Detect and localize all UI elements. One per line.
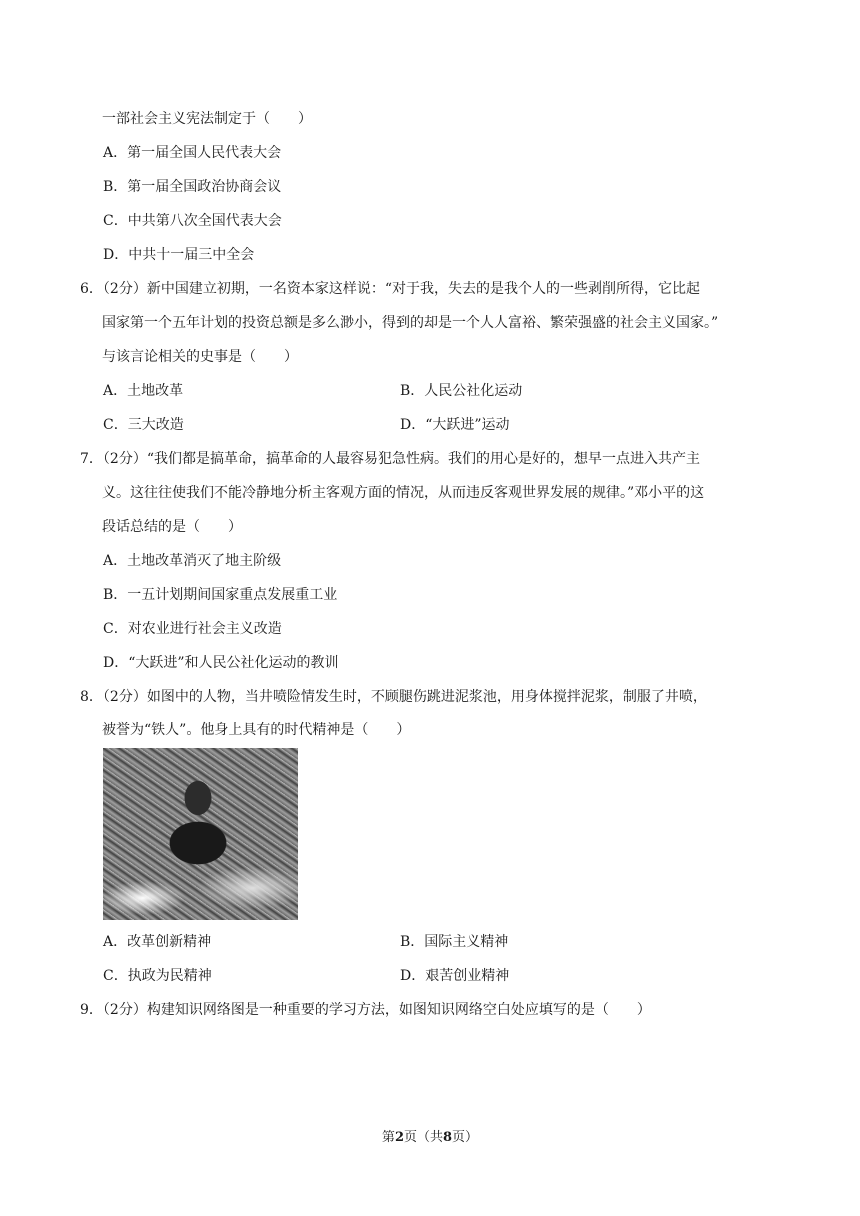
q8-option-a: A．改革创新精神: [103, 934, 212, 950]
q8-number: 8．（2分）: [80, 689, 147, 705]
q7-number: 7．（2分）: [80, 451, 147, 467]
q6-option-b: B．人民公社化运动: [400, 383, 523, 399]
footer-page-number: 2: [394, 1130, 404, 1145]
q8-text-1: 如图中的人物，当井喷险情发生时，不顾腿伤跳进泥浆池，用身体搅拌泥浆，制服了井喷，: [146, 689, 707, 705]
q6-option-c: C．三大改造: [103, 417, 184, 433]
q9-text-1: 构建知识网络图是一种重要的学习方法，如图知识网络空白处应填写的是（ ）: [146, 1002, 651, 1018]
footer-suffix: 页）: [452, 1130, 479, 1145]
q7-stem-line3: 段话总结的是（ ）: [102, 519, 242, 535]
footer-prefix: 第: [381, 1130, 395, 1145]
footer-middle: 页（共: [403, 1130, 443, 1145]
q8-stem-line1: [80, 687, 707, 707]
q6-option-a: A．土地改革: [103, 383, 184, 399]
q5-stem: 一部社会主义宪法制定于（ ）: [102, 111, 312, 127]
q8-option-c: C．执政为民精神: [103, 968, 212, 984]
q7-option-a: A．土地改革消灭了地主阶级: [103, 553, 282, 569]
q7-text-1: “我们都是搞革命，搞革命的人最容易犯急性病。我们的用心是好的，想早一点进入共产主: [146, 451, 700, 467]
q5-option-a: A．第一届全国人民代表大会: [103, 145, 282, 161]
q7-option-b: B．一五计划期间国家重点发展重工业: [103, 587, 338, 603]
q6-text-1: 新中国建立初期，一名资本家这样说：“对于我，失去的是我个人的一些剥削所得，它比起: [146, 281, 700, 297]
q6-stem-line1: [80, 279, 700, 299]
q5-option-d: D．中共十一届三中全会: [103, 247, 255, 263]
q6-stem-line2: 国家第一个五年计划的投资总额是多么渺小，得到的却是一个人人富裕、繁荣强盛的社会主义国家。”: [102, 315, 719, 331]
q7-stem-line1: [80, 449, 700, 469]
q6-stem-line3: 与该言论相关的史事是（ ）: [102, 349, 298, 365]
q8-option-b: B．国际主义精神: [400, 934, 509, 950]
q6-number: 6．（2分）: [80, 281, 147, 297]
q9-stem-line1: [80, 1000, 651, 1020]
q9-number: 9．（2分）: [80, 1002, 147, 1018]
q7-option-d: D．“大跃进”和人民公社化运动的教训: [103, 655, 339, 671]
q8-option-d: D．艰苦创业精神: [400, 968, 510, 984]
q5-option-c: C．中共第八次全国代表大会: [103, 213, 282, 229]
q7-option-c: C．对农业进行社会主义改造: [103, 621, 282, 637]
footer-total-pages: 8: [443, 1130, 453, 1145]
page-footer: [0, 1126, 860, 1145]
iron-man-photo: [103, 748, 298, 920]
q8-stem-line2: 被誉为“铁人”。他身上具有的时代精神是（ ）: [102, 722, 411, 738]
q7-stem-line2: 义。这往往使我们不能冷静地分析主客观方面的情况，从而违反客观世界发展的规律。”邓小平的这: [102, 485, 705, 501]
q6-option-d: D．“大跃进”运动: [400, 417, 510, 433]
q5-option-b: B．第一届全国政治协商会议: [103, 179, 282, 195]
